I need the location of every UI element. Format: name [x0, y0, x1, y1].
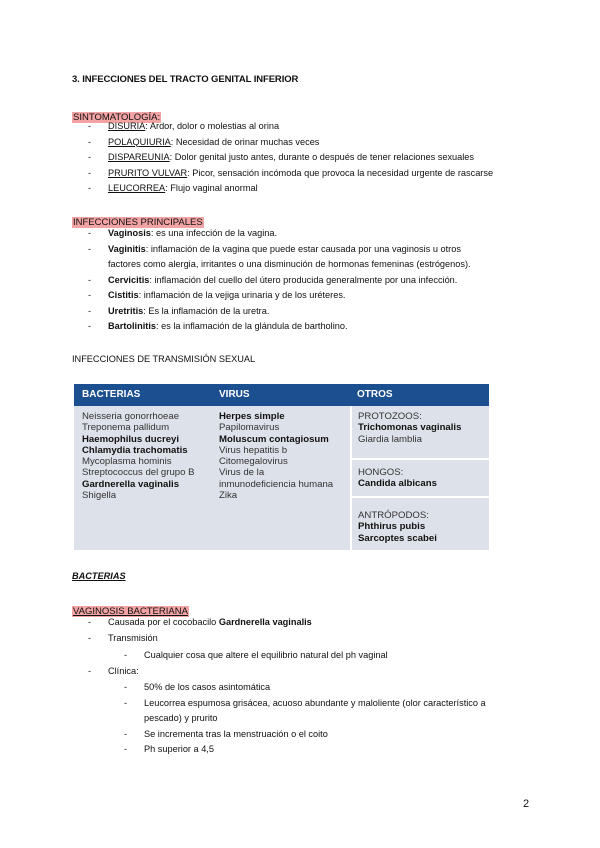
vaginosis-list [88, 615, 312, 646]
header-virus: VIRUS [219, 389, 250, 400]
list-item: - Bartolinitis: es la inflamación de la glándula de bartholino. [88, 319, 471, 335]
sintomatologia-list [88, 119, 493, 197]
list-item: - 50% de los casos asintomática [124, 680, 486, 696]
transmision-sublist [124, 648, 388, 664]
table-cell: Treponema pallidum [82, 422, 170, 434]
list-item: - Vaginosis: es una infección de la vagina. [88, 226, 471, 242]
artropodos-cell: ANTRÓPODOS: Phthirus pubis Sarcoptes scabei [358, 510, 437, 544]
header-bacterias: BACTERIAS [82, 389, 141, 400]
table-cell: Herpes simple [219, 411, 285, 422]
table-cell: Neisseria gonorrhoeae [82, 411, 180, 422]
section-title: 3. INFECCIONES DEL TRACTO GENITAL INFERIOR [72, 74, 299, 85]
list-item: - Cervicitis: inflamación del cuello del útero producida generalmente por una infección. [88, 273, 471, 289]
bacterias-heading: BACTERIAS [72, 571, 126, 581]
list-item: - Cistitis: inflamación de la vejiga urinaria y de los uréteres. [88, 288, 471, 304]
table-header [74, 384, 489, 406]
table-cell: Haemophilus ducreyi [82, 433, 180, 445]
row-divider [352, 496, 489, 498]
hongos-cell: HONGOS: Candida albicans [358, 467, 437, 490]
list-item: - Transmisión [88, 631, 312, 647]
list-item: - Causada por el cocobacilo Gardnerella vaginalis [88, 615, 312, 631]
list-item: - Clínica: [88, 664, 139, 680]
table-cell: Zika [219, 490, 238, 502]
row-divider [352, 458, 489, 460]
table-cell: Papilomavirus [219, 422, 280, 434]
list-item: - LEUCORREA: Flujo vaginal anormal [88, 181, 493, 197]
column-divider [350, 406, 352, 550]
list-item-continuation: factores como alergia, irritantes o una disminución de hormonas femeninas (estrógenos). [108, 259, 471, 269]
header-otros: OTROS [357, 389, 393, 400]
table-cell: Virus de la [219, 467, 265, 479]
clinica-list [88, 664, 139, 680]
page-number: 2 [523, 798, 530, 810]
list-item: - DISPAREUNIA: Dolor genital justo antes, durante o después de tener relaciones sexuales [88, 150, 493, 166]
table-cell: Mycoplasma hominis [82, 456, 172, 468]
table-cell: Shigella [82, 490, 117, 502]
list-item: - Ph superior a 4,5 [124, 742, 486, 758]
table-cell: inmunodeficiencia humana [219, 478, 334, 490]
protozoos-cell: PROTOZOOS: Trichomonas vaginalis Giardia lamblia [358, 411, 462, 445]
list-item: - Se incrementa tras la menstruación o el coito [124, 727, 486, 743]
list-item: - POLAQUIURIA: Necesidad de orinar muchas veces [88, 135, 493, 151]
infecciones-list [88, 226, 471, 335]
sintomatologia-heading: SINTOMATOLOGÍA: [73, 112, 161, 123]
virus-column [219, 411, 333, 501]
list-item: - Uretritis: Es la inflamación de la uretra. [88, 304, 471, 320]
list-item: - PRURITO VULVAR: Picor, sensación incómoda que provoca la necesidad urgente de rascarse [88, 166, 493, 182]
its-table [74, 384, 489, 550]
its-title: INFECCIONES DE TRANSMISIÓN SEXUAL [72, 354, 256, 364]
bacterias-column [82, 411, 195, 501]
list-item-continuation: pescado) y prurito [144, 713, 218, 723]
clinica-sublist [124, 680, 486, 758]
table-cell: Citomegalovirus [219, 456, 288, 468]
table-cell: Virus hepatitis b [219, 444, 288, 456]
list-item: - Vaginitis: inflamación de la vagina que puede estar causada por una vaginosis u otros [88, 242, 471, 258]
infecciones-heading: INFECCIONES PRINCIPALES [73, 217, 203, 228]
list-item: - Cualquier cosa que altere el equilibrio natural del ph vaginal [124, 648, 388, 664]
vaginosis-heading: VAGINOSIS BACTERIANA [73, 606, 188, 617]
table-cell: Gardnerella vaginalis [82, 478, 180, 490]
table-cell: Chlamydia trachomatis [82, 444, 188, 456]
list-item: - Leucorrea espumosa grisácea, acuoso abundante y maloliente (olor característico a [124, 696, 486, 712]
list-item: - DISURIA: Ardor, dolor o molestias al orina [88, 119, 493, 135]
table-cell: Streptococcus del grupo B [82, 467, 195, 479]
table-cell: Moluscum contagiosum [219, 433, 329, 445]
